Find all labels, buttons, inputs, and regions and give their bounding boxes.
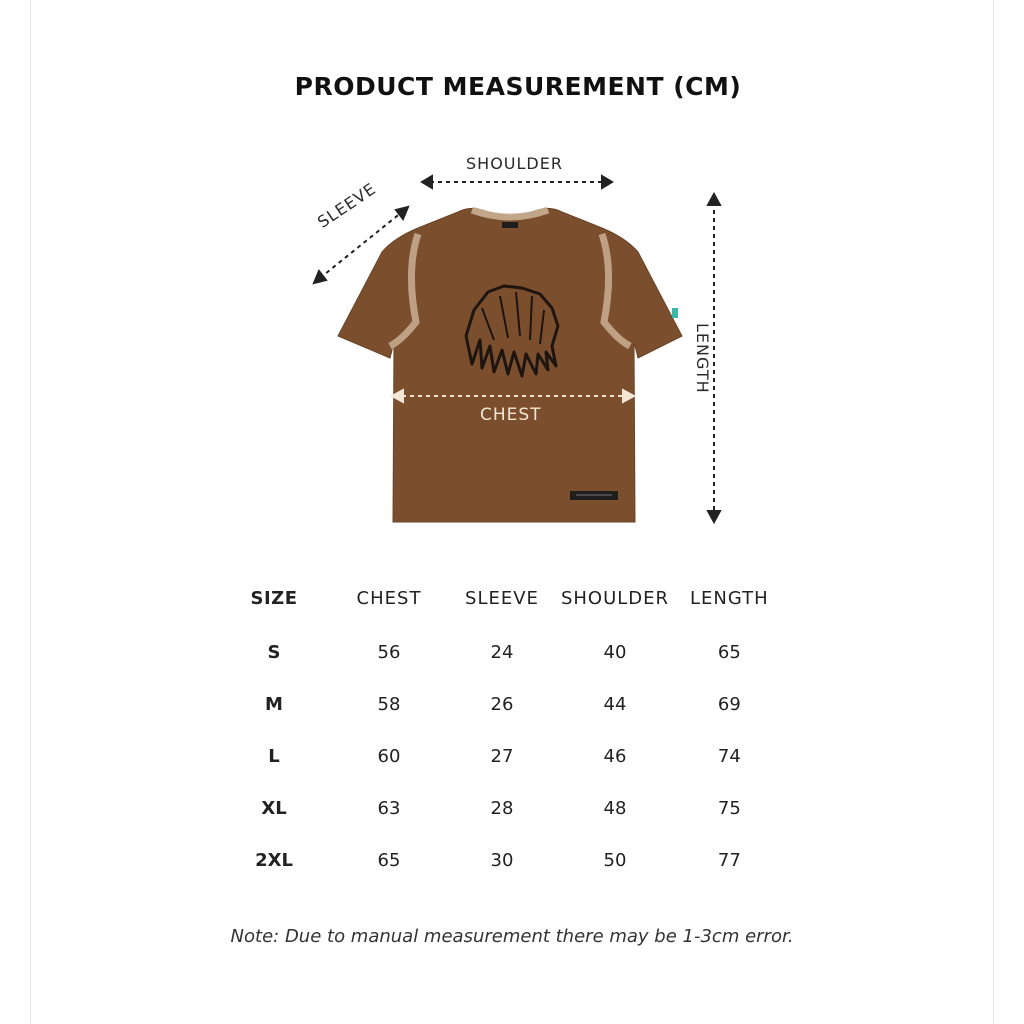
- page-border-left: [30, 0, 31, 1024]
- size-cell: M: [265, 693, 283, 715]
- shoulder-label: SHOULDER: [466, 154, 563, 173]
- chest-cell: 65: [377, 849, 401, 871]
- chest-cell: 58: [377, 693, 401, 715]
- length-cell: 75: [717, 797, 741, 819]
- sleeve-cell: 30: [490, 849, 514, 871]
- length-cell: 69: [717, 693, 741, 715]
- table-row: [234, 626, 769, 678]
- chest-cell: 63: [377, 797, 401, 819]
- tshirt-measurement-diagram: [290, 140, 750, 540]
- sleeve-cell: 27: [490, 745, 514, 767]
- size-chart-table: [234, 588, 769, 886]
- header-sleeve: SLEEVE: [465, 588, 539, 609]
- header-chest: CHEST: [356, 588, 422, 609]
- table-header-row: [234, 588, 769, 626]
- table-row: [234, 834, 769, 886]
- shoulder-cell: 46: [603, 745, 627, 767]
- header-shoulder: SHOULDER: [560, 588, 670, 609]
- shoulder-cell: 48: [603, 797, 627, 819]
- length-cell: 65: [717, 641, 741, 663]
- collar-trim: [472, 210, 548, 217]
- chest-cell: 56: [377, 641, 401, 663]
- length-cell: 77: [717, 849, 741, 871]
- header-length: LENGTH: [690, 588, 769, 609]
- size-cell: S: [267, 641, 281, 663]
- page-title: PRODUCT MEASUREMENT (CM): [294, 72, 742, 101]
- sleeve-label: SLEEVE: [314, 178, 380, 232]
- neck-label: [502, 222, 518, 228]
- size-cell: 2XL: [255, 849, 293, 871]
- sleeve-cell: 26: [490, 693, 514, 715]
- sleeve-cell: 28: [490, 797, 514, 819]
- table-row: [234, 782, 769, 834]
- table-row: [234, 730, 769, 782]
- chest-cell: 60: [377, 745, 401, 767]
- sleeve-cell: 24: [490, 641, 514, 663]
- measurement-note: Note: Due to manual measurement there may be 1-3cm error.: [230, 926, 794, 947]
- shoulder-arrow: [422, 176, 612, 188]
- shoulder-cell: 40: [603, 641, 627, 663]
- size-cell: XL: [261, 797, 287, 819]
- length-cell: 74: [717, 745, 741, 767]
- size-cell: L: [268, 745, 280, 767]
- shoulder-cell: 44: [603, 693, 627, 715]
- page-border-right: [993, 0, 994, 1024]
- header-size: SIZE: [250, 588, 298, 609]
- table-row: [234, 678, 769, 730]
- length-label: LENGTH: [693, 323, 712, 394]
- shoulder-cell: 50: [603, 849, 627, 871]
- sleeve-tag: [672, 308, 678, 318]
- chest-label: CHEST: [480, 405, 542, 425]
